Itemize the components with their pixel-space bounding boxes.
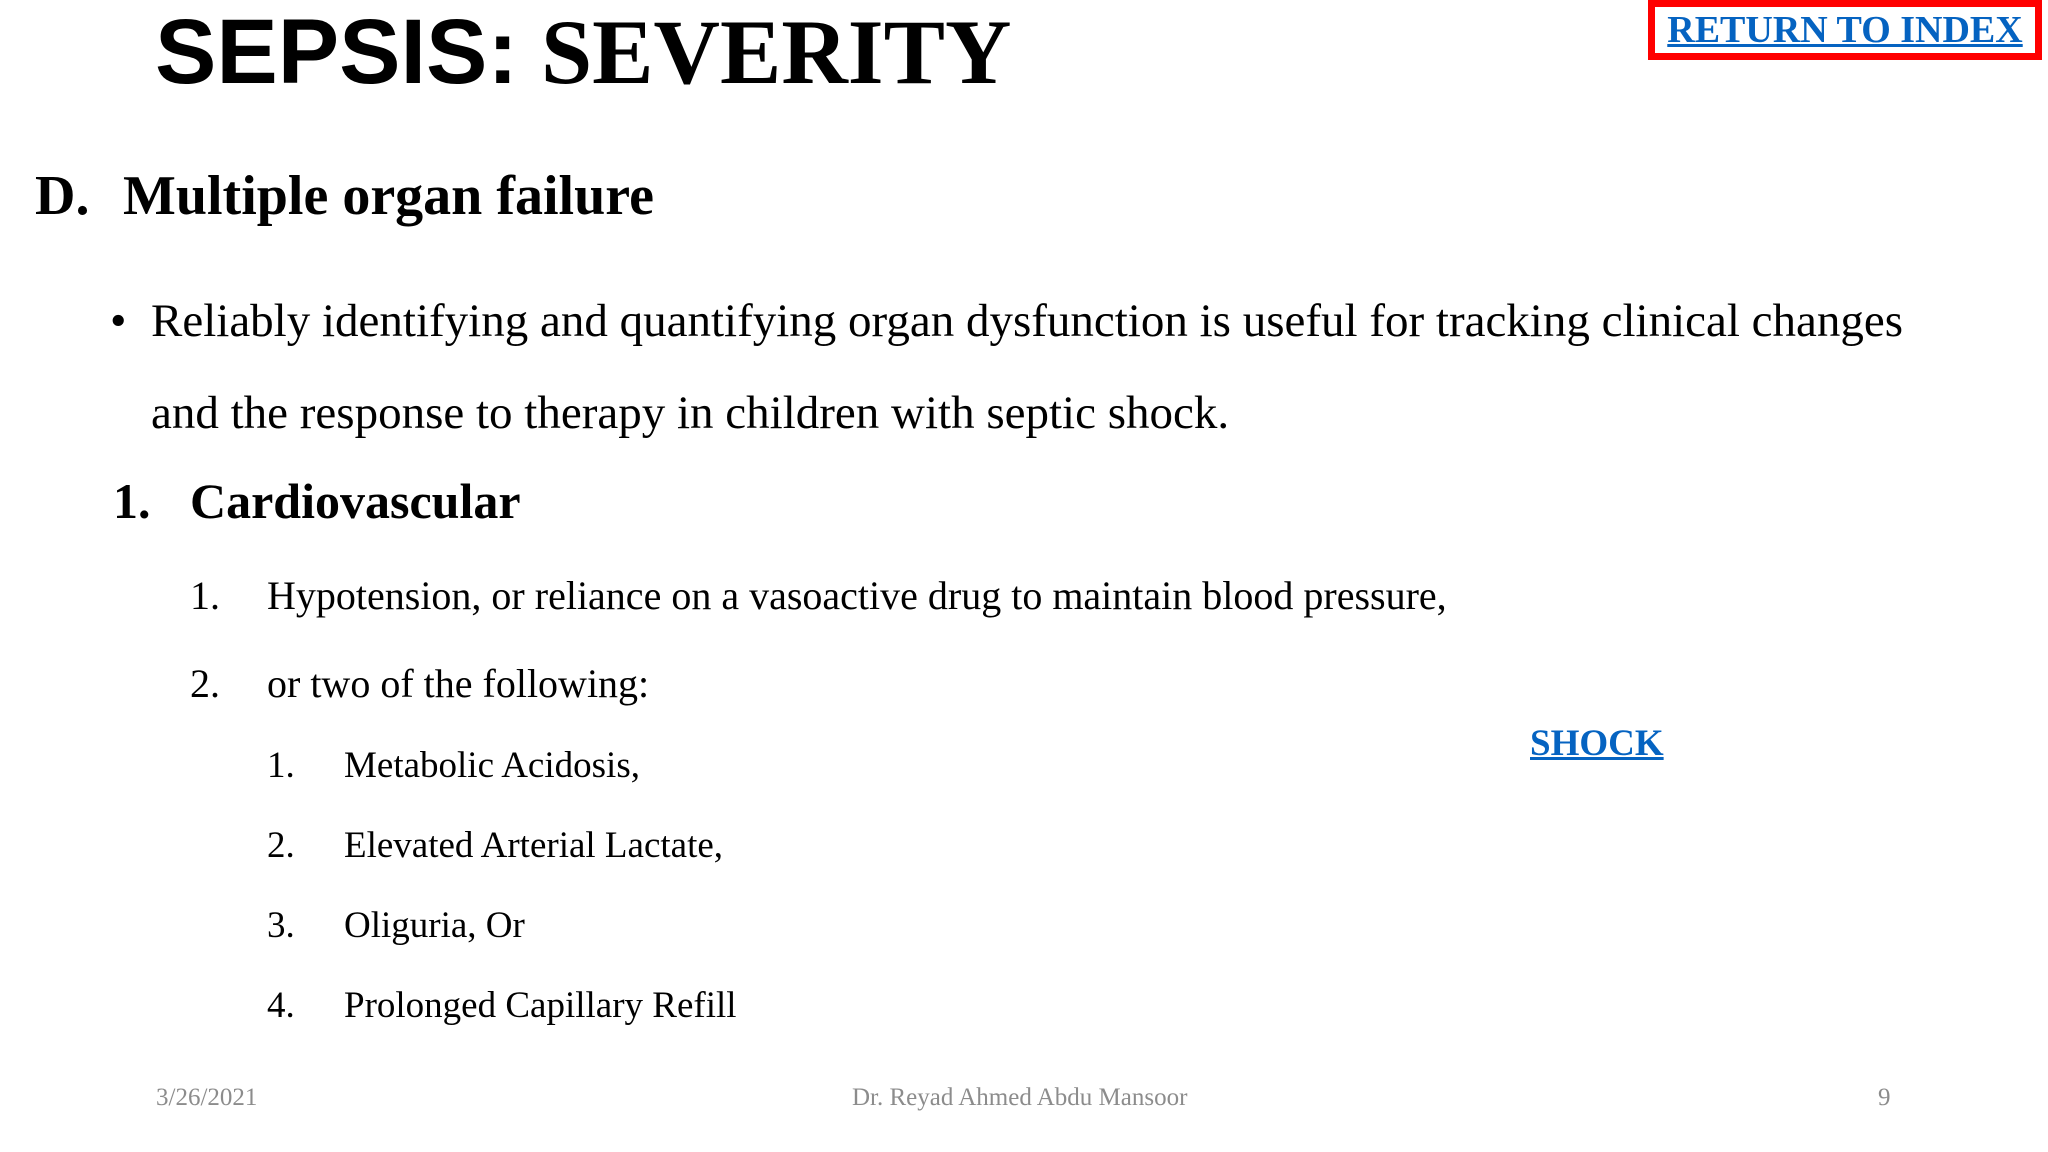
slide-title-part2: SEVERITY [541, 1, 1012, 103]
section-label: Multiple organ failure [123, 165, 654, 227]
footer-date: 3/26/2021 [156, 1084, 258, 1111]
subsection-marker: 1. [113, 473, 151, 529]
sub-list-item-text: Oliguria, Or [344, 905, 525, 946]
sub-list-item-text: Elevated Arterial Lactate, [344, 825, 724, 866]
sub-list-item [267, 984, 737, 1027]
list-item-text: Hypotension, or reliance on a vasoactive drug to maintain blood pressure, [267, 573, 1447, 618]
sub-list-item-marker: 2. [267, 825, 295, 866]
slide-title [155, 0, 1011, 104]
subsection-label: Cardiovascular [190, 473, 521, 529]
shock-link[interactable]: SHOCK [1530, 723, 1664, 764]
bullet-paragraph [110, 275, 1930, 459]
return-to-index-link[interactable]: RETURN TO INDEX [1667, 9, 2023, 51]
subsection-heading [113, 472, 521, 530]
bullet-text: Reliably identifying and quantifying organ dysfunction is useful for tracking clinical changes and the response to therapy in children with septic shock. [151, 295, 1904, 439]
sub-list-item [267, 744, 640, 787]
footer-page-number: 9 [1878, 1084, 1891, 1111]
sub-list-item-text: Metabolic Acidosis, [344, 745, 640, 786]
sub-list-item-marker: 4. [267, 985, 295, 1026]
slide-title-part1: SEPSIS: [155, 1, 519, 103]
list-item [190, 572, 1447, 619]
bullet-symbol: • [110, 295, 127, 347]
sub-list-item-marker: 3. [267, 905, 295, 946]
list-item-marker: 1. [190, 573, 220, 618]
return-to-index-box [1648, 0, 2042, 60]
list-item-text: or two of the following: [267, 661, 650, 706]
list-item-marker: 2. [190, 661, 220, 706]
sub-list-item [267, 824, 723, 867]
section-heading [35, 164, 654, 228]
list-item [190, 660, 649, 707]
sub-list-item-text: Prolonged Capillary Refill [344, 985, 737, 1026]
sub-list-item-marker: 1. [267, 745, 295, 786]
section-marker: D. [35, 165, 90, 227]
sub-list-item [267, 904, 525, 947]
footer-author: Dr. Reyad Ahmed Abdu Mansoor [852, 1084, 1188, 1111]
